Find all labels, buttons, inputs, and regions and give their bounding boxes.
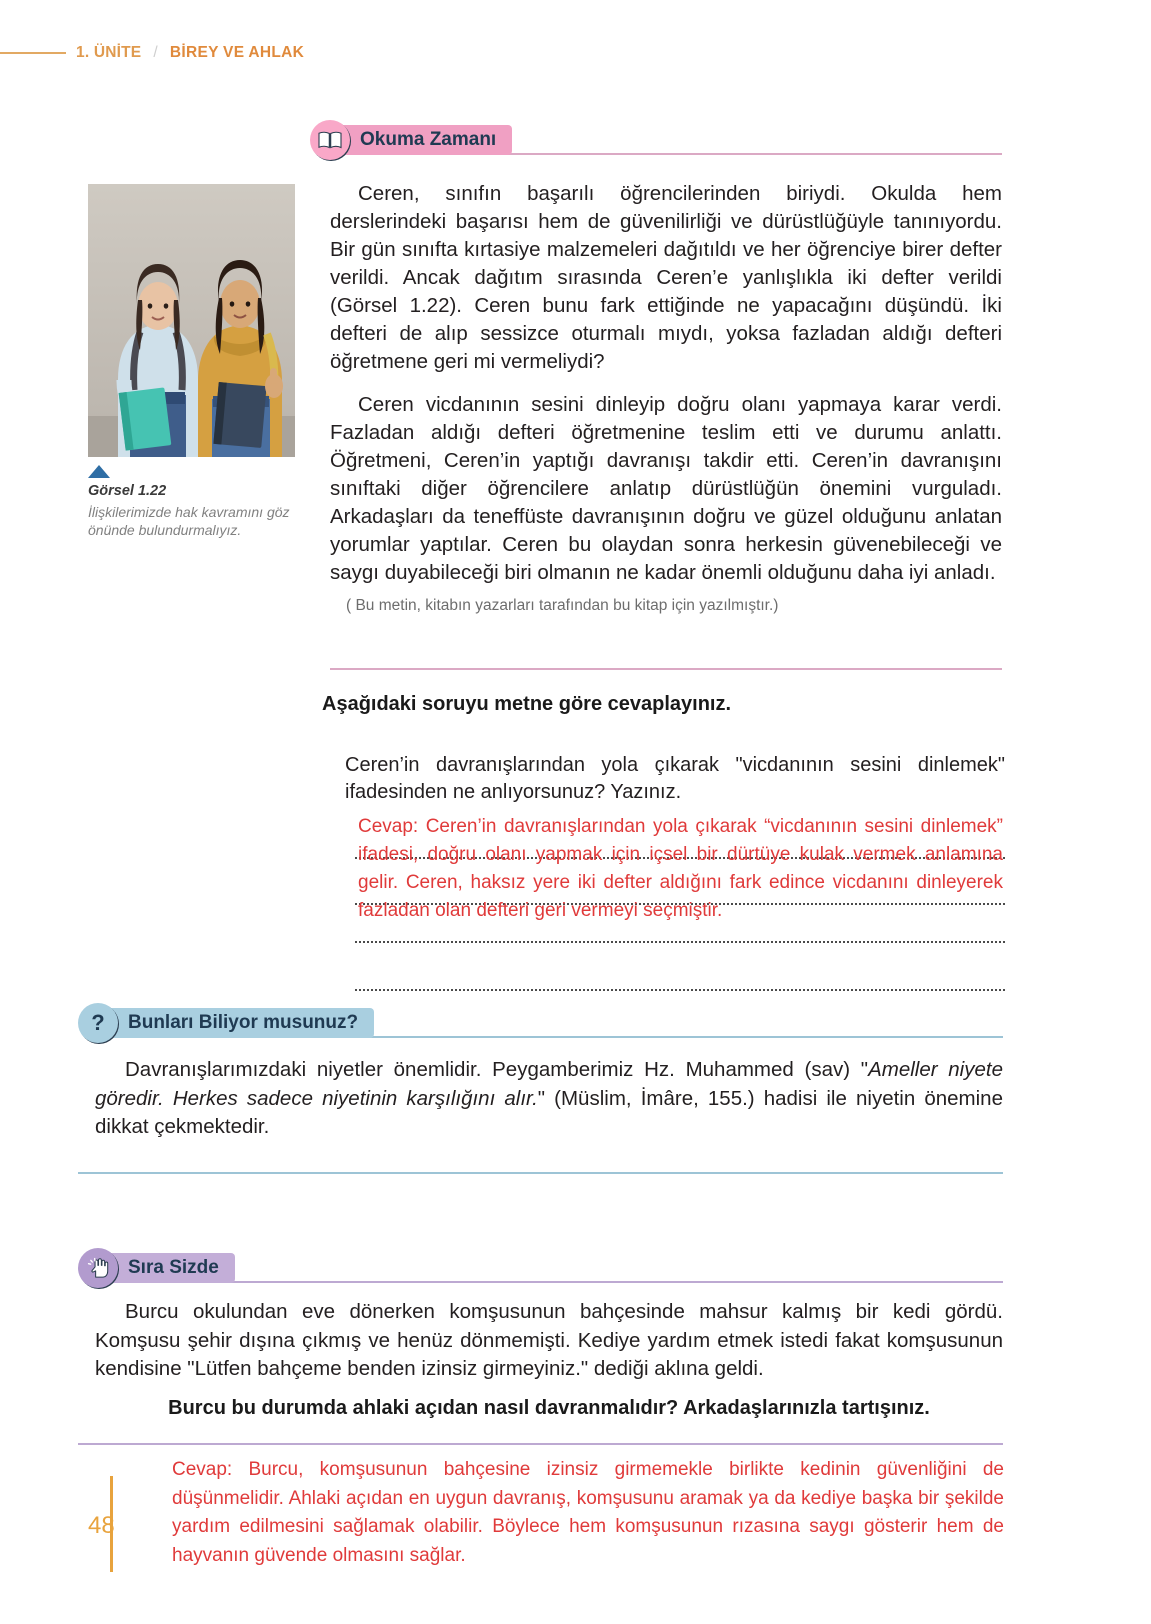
your-turn-task: Burcu bu durumda ahlaki açıdan nasıl davranmalıdır? Arkadaşlarınızla tartışınız. bbox=[168, 1397, 930, 1419]
your-turn-header bbox=[78, 1248, 1003, 1288]
reading-source-note: ( Bu metin, kitabın yazarları tarafından bu kitap için yazılmıştır.) bbox=[346, 597, 779, 615]
running-head-unit: 1. ÜNİTE bbox=[76, 44, 142, 61]
student-answer-2[interactable]: Cevap: Burcu, komşusunun bahçesine izinsiz girmemekle birlikte kedinin güvenliğini de düşünmelidir. Ahlaki açıdan en uygun davranış, komşusunu aramak ya da kediye başka bir şekilde yardım edilmesini sağlamak olabilir. Böylece hem komşusunun rızasına saygı gösterir hem de hayvanın güvende olmasını sağlar. bbox=[172, 1459, 1004, 1566]
reading-section-header bbox=[310, 120, 1002, 160]
your-turn-body bbox=[95, 1298, 1003, 1384]
question-text: Ceren’in davranışlarından yola çıkarak "vicdanının sesini dinlemek" ifadesinden ne anlıyorsunuz? Yazınız. bbox=[345, 754, 1005, 804]
did-you-know-text bbox=[95, 1056, 1003, 1142]
reading-section-label: Okuma Zamanı bbox=[334, 125, 512, 155]
running-head bbox=[0, 44, 304, 62]
did-you-know-bottom-divider bbox=[78, 1172, 1003, 1174]
page-number-value: 48 bbox=[88, 1512, 115, 1539]
running-head-separator: / bbox=[153, 44, 158, 61]
figure-1-22 bbox=[88, 184, 295, 540]
question-instruction: Aşağıdaki soruyu metne göre cevaplayınız. bbox=[322, 693, 732, 715]
page-number bbox=[88, 1512, 115, 1540]
answer-line-3 bbox=[355, 941, 1005, 943]
reading-paragraph-1: Ceren, sınıfın başarılı öğrencilerinden biriydi. Okulda hem derslerindeki başarısı hem de güvenilirliği ve dürüstlüğüyle tanınıyordu. Bir gün sınıfta kırtasiye malzemeleri dağıtıldı ve her öğrenciye birer defter verildi. Ancak dağıtım sırasında Ceren’e yanlışlıkla iki defter verildi (Görsel 1.22). Ceren bunu fark ettiğinde ne yapacağını düşündü. İki defteri de alıp sessizce oturmalı mıydı, yoksa fazladan aldığı defteri öğretmene geri mi vermeliydi? bbox=[330, 182, 1002, 374]
open-book-icon bbox=[310, 120, 350, 160]
your-turn-rule bbox=[108, 1281, 1003, 1283]
your-turn-scenario: Burcu okulundan eve dönerken komşusunun bahçesinde mahsur kalmış bir kedi gördü. Komşusu şehir dışına çıkmış ve henüz dönmemişti. Kediye yardım etmek istedi fakat komşusunun kendisine "Lütfen bahçeme benden izinsiz girmeyiniz." dediği aklına geldi. bbox=[95, 1300, 1003, 1381]
your-turn-divider bbox=[78, 1443, 1003, 1445]
dyk-hadith-italic: Ameller niyete göredir. Herkes sadece niyetinin karşılığını alır. bbox=[95, 1058, 1003, 1110]
triangle-up-icon bbox=[88, 465, 110, 478]
pointing-hand-icon bbox=[78, 1248, 118, 1288]
dyk-text-part2: " (Müslim, İmâre, 155.) hadisi ile niyetin önemine dikkat çekmektedir. bbox=[95, 1086, 1003, 1139]
figure-photo bbox=[88, 184, 295, 457]
did-you-know-label: Bunları Biliyor musunuz? bbox=[102, 1008, 374, 1038]
reading-section-divider bbox=[330, 668, 1002, 670]
student-answer-1[interactable]: Cevap: Ceren’in davranışlarından yola çıkarak “vicdanının sesini dinlemek” ifadesi, doğru olanı yapmak için içsel bir dürtüye kulak vermek anlamına gelir. Ceren, haksız yere iki defter aldığını fark edince vicdanını dinleyerek fazladan olan defteri geri vermeyi seçmiştir. bbox=[358, 816, 1003, 921]
running-head-title: BİREY VE AHLAK bbox=[169, 44, 305, 61]
your-turn-label: Sıra Sizde bbox=[102, 1253, 235, 1283]
reading-text-column bbox=[330, 180, 1002, 615]
did-you-know-body bbox=[95, 1056, 1003, 1142]
figure-number: Görsel 1.22 bbox=[88, 483, 167, 499]
running-head-rule bbox=[0, 52, 66, 54]
question-mark-icon: ? bbox=[78, 1003, 118, 1043]
reading-paragraph-2: Ceren vicdanının sesini dinleyip doğru olanı yapmaya karar verdi. Fazladan aldığı defteri öğretmenine teslim etti ve durumu anlattı. Öğretmeni, Ceren’in yaptığı davranışı takdir etti. Ceren’in davranışını sınıftaki diğer öğrencilere anlatıp dürüstlüğün önemini vurguladı. Arkadaşları da teneffüste davranışının doğru ve güzel olduğunu anlatan yorumlar yaptılar. Ceren bu olaydan sonra herkesin güvenebileceği ve saygı duyabileceği biri olmanın ne kadar önemli olduğunu daha iyi anladı. bbox=[330, 392, 1002, 585]
figure-caption: İlişkilerimizde hak kavramını göz önünde bulundurmalıyız. bbox=[88, 503, 290, 539]
answer-line-4 bbox=[355, 989, 1005, 991]
dyk-text-part1: Davranışlarımızdaki niyetler önemlidir. Peygamberimiz Hz. Muhammed (sav) " bbox=[125, 1058, 869, 1081]
did-you-know-header bbox=[78, 1003, 1003, 1043]
